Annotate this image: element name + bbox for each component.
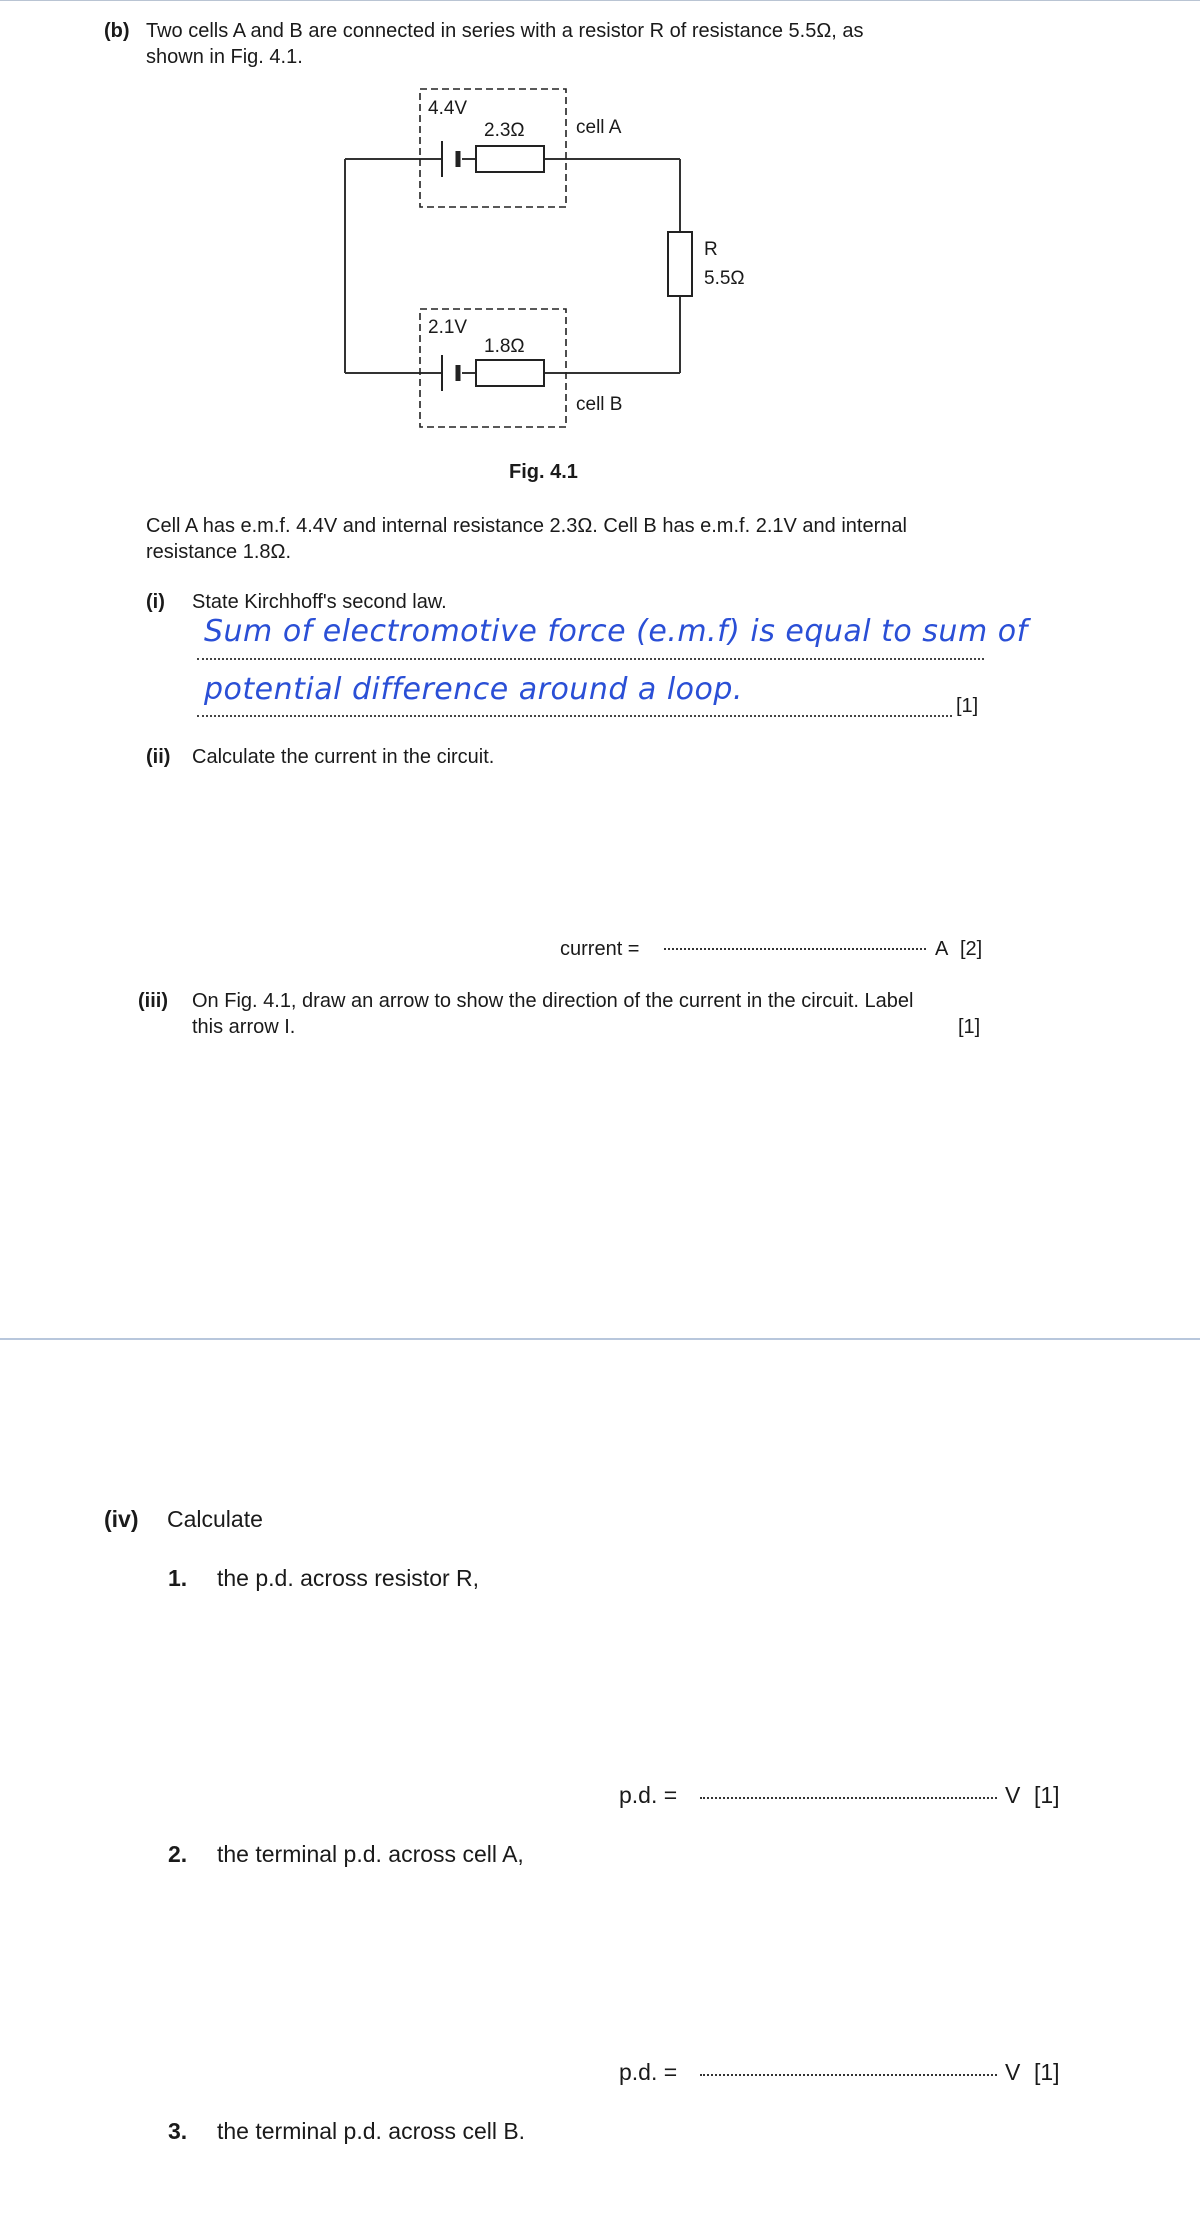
q-iv-item1-marks: [1] bbox=[1034, 1782, 1060, 1808]
q-iv-text: Calculate bbox=[167, 1506, 263, 1532]
q-i-answer-dotline1 bbox=[197, 658, 984, 660]
resistor-r-label: R bbox=[704, 239, 718, 260]
info-line1: Cell A has e.m.f. 4.4V and internal resistance 2.3Ω. Cell B has e.m.f. 2.1V and internal bbox=[146, 515, 907, 537]
cell-a-symbol bbox=[442, 141, 544, 177]
q-iv-item1-unit: V bbox=[1005, 1782, 1021, 1808]
q-iii-label: (iii) bbox=[138, 990, 168, 1012]
q-i-answer-line1: Sum of electromotive force (e.m.f) is equal to sum of bbox=[204, 614, 1028, 649]
cell-b-name-label: cell B bbox=[576, 394, 623, 415]
q-ii-marks: [2] bbox=[960, 938, 983, 960]
q-iv-item2-text: the terminal p.d. across cell A, bbox=[217, 1841, 524, 1867]
cell-a-emf-label: 4.4V bbox=[428, 98, 468, 119]
part-b-label: (b) bbox=[104, 20, 130, 42]
figure-caption-text: Fig. 4.1 bbox=[509, 461, 578, 483]
info-line2: resistance 1.8Ω. bbox=[146, 541, 292, 563]
q-iv-item2-answer-label: p.d. = bbox=[619, 2059, 678, 2085]
q-iv-label: (iv) bbox=[104, 1506, 139, 1532]
q-iv-item2-unit: V bbox=[1005, 2059, 1021, 2085]
q-iv-item3-num: 3. bbox=[168, 2118, 188, 2144]
page-break-divider bbox=[0, 1338, 1200, 1340]
q-iii-marks: [1] bbox=[958, 1016, 981, 1038]
cell-b-symbol bbox=[442, 355, 544, 391]
q-ii-answer-field[interactable] bbox=[664, 948, 926, 950]
q-iii-line2: this arrow I. bbox=[192, 1016, 296, 1038]
q-iv-item1-answer-label: p.d. = bbox=[619, 1782, 678, 1808]
q-iv-item2-num: 2. bbox=[168, 1841, 188, 1867]
q-ii-answer-label: current = bbox=[560, 938, 640, 960]
q-iv-item3-text: the terminal p.d. across cell B. bbox=[217, 2118, 526, 2144]
q-i-answer-line2: potential difference around a loop. bbox=[204, 672, 743, 707]
q-iv-item1-text: the p.d. across resistor R, bbox=[217, 1565, 480, 1591]
q-ii-unit: A bbox=[935, 938, 949, 960]
resistor-r-symbol bbox=[668, 232, 692, 296]
part-b-line2: shown in Fig. 4.1. bbox=[146, 46, 303, 68]
q-ii-text: Calculate the current in the circuit. bbox=[192, 746, 495, 768]
cell-a-resistance-label: 2.3Ω bbox=[484, 120, 525, 141]
cell-b-resistance-label: 1.8Ω bbox=[484, 336, 525, 357]
q-iii-line1: On Fig. 4.1, draw an arrow to show the direction of the current in the circuit. Label bbox=[192, 990, 914, 1012]
q-i-answer-dotline2 bbox=[197, 715, 952, 717]
q-iv-item2-answer-field[interactable] bbox=[700, 2074, 997, 2076]
q-iv-item2-marks: [1] bbox=[1034, 2059, 1060, 2085]
cell-b-emf-label: 2.1V bbox=[428, 317, 468, 338]
q-i-marks: [1] bbox=[956, 695, 979, 717]
circuit-diagram bbox=[0, 0, 1200, 470]
q-ii-label: (ii) bbox=[146, 746, 171, 768]
q-i-text: State Kirchhoff's second law. bbox=[192, 591, 447, 613]
q-iv-item1-num: 1. bbox=[168, 1565, 188, 1591]
part-b-line1: Two cells A and B are connected in series with a resistor R of resistance 5.5Ω, as bbox=[146, 20, 864, 42]
cell-a-name-label: cell A bbox=[576, 117, 622, 138]
q-iv-item1-answer-field[interactable] bbox=[700, 1797, 997, 1799]
q-i-label: (i) bbox=[146, 591, 165, 613]
resistor-value-label: 5.5Ω bbox=[704, 268, 745, 289]
